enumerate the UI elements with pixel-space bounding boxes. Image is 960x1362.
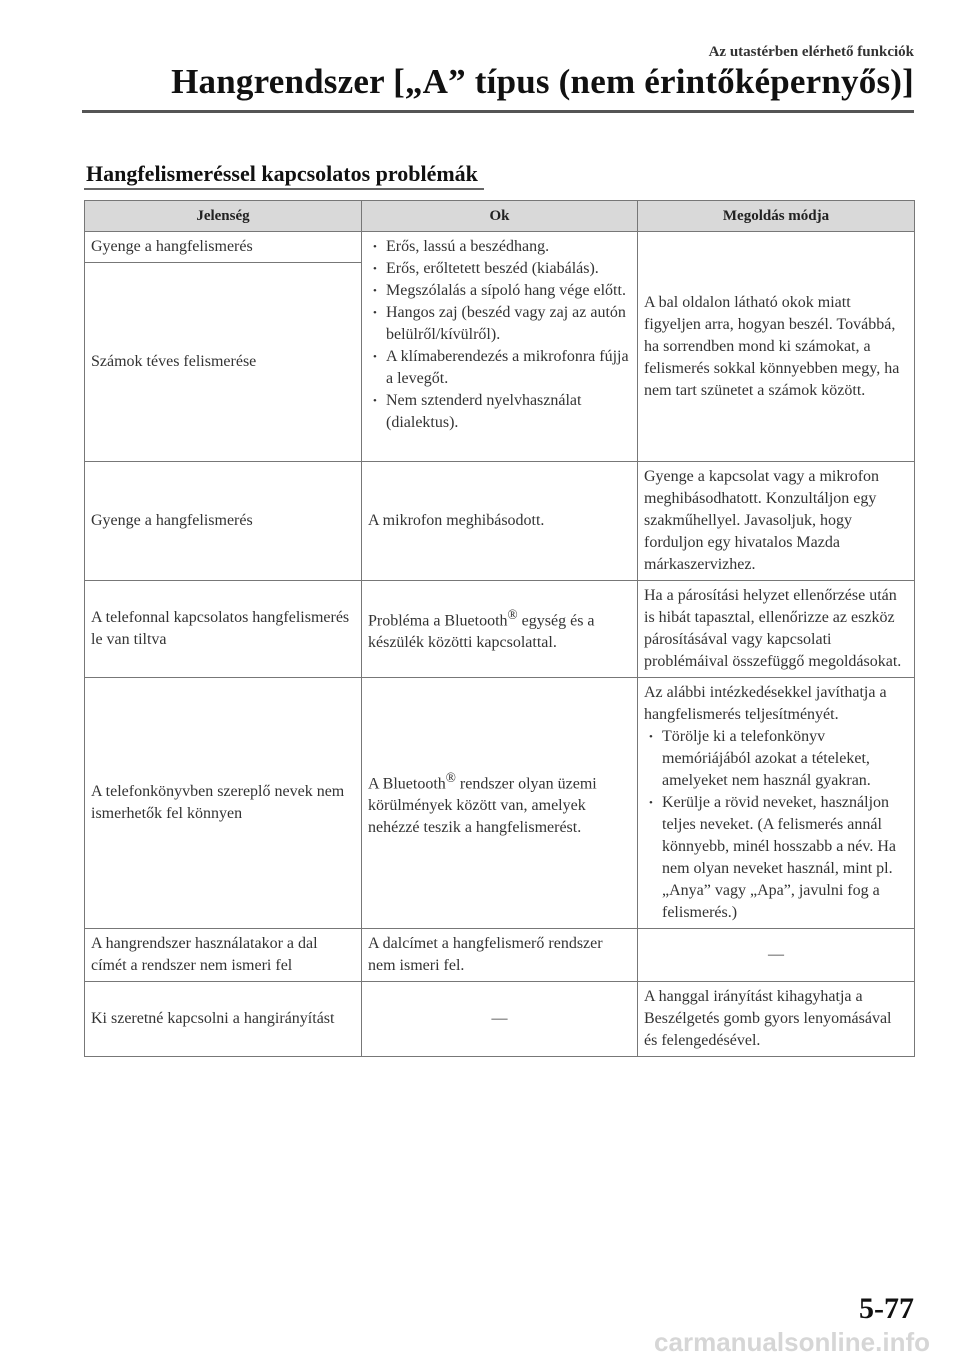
- solution-intro: Az alábbi intézkedésekkel javíthatja a hangfelismerés teljesítményét.: [644, 684, 887, 723]
- table-row: [85, 581, 915, 678]
- solution-cell: Gyenge a kapcsolat vagy a mikrofon meghibásodhatott. Konzultáljon egy szakműhellyel. Javasoljuk, hogy forduljon egy hivatalos Mazda márkaszervizhez.: [638, 462, 915, 581]
- symptom-cell: A hangrendszer használatakor a dal címét a rendszer nem ismeri fel: [85, 929, 362, 982]
- symptom-cell: A telefonkönyvben szereplő nevek nem ismerhetők fel könnyen: [85, 678, 362, 929]
- table-row: [85, 462, 915, 581]
- cause-list: [368, 236, 631, 434]
- registered-mark: ®: [445, 769, 456, 785]
- solution-cell: Ha a párosítási helyzet ellenőrzése után is hibát tapasztal, ellenőrizze az eszköz párosításával vagy kapcsolati problémáival összefüggő megoldásokat.: [638, 581, 915, 678]
- table-row: [85, 929, 915, 982]
- cause-text: A Bluetooth: [368, 775, 446, 793]
- column-header-solution: Megoldás módja: [638, 201, 915, 232]
- page-number: 5-77: [859, 1292, 914, 1325]
- list-item: • Kerülje a rövid neveket, használjon teljes neveket. (A felismerés annál könnyebb, minél hosszabb a név. Ha nem olyan neveket használ, mint pl. „Anya” vagy „Apa”, javulni fog a felismerés.): [644, 792, 908, 924]
- column-header-symptom: Jelenség: [85, 201, 362, 232]
- symptom-cell: Ki szeretné kapcsolni a hangirányítást: [85, 982, 362, 1057]
- list-item: • A klímaberendezés a mikrofonra fújja a levegőt.: [368, 346, 631, 390]
- table-header-row: [85, 201, 915, 232]
- cause-text: egység és a készülék közötti kapcsolattal.: [368, 612, 595, 652]
- list-item: • Erős, erőltetett beszéd (kiabálás).: [368, 258, 631, 280]
- cause-text: rendszer olyan üzemi körülmények között van, amelyek nehézzé teszik a hangfelismerést.: [368, 775, 597, 837]
- cause-cell: [362, 581, 638, 678]
- table-row: [85, 232, 915, 263]
- list-item: • Erős, lassú a beszédhang.: [368, 236, 631, 258]
- cause-cell: A dalcímet a hangfelismerő rendszer nem ismeri fel.: [362, 929, 638, 982]
- symptom-cell: Gyenge a hangfelismerés: [85, 462, 362, 581]
- troubleshooting-table: [84, 200, 915, 1057]
- chapter-subtitle: Az utastérben elérhető funkciók: [708, 44, 914, 60]
- list-item: • Megszólalás a sípoló hang vége előtt.: [368, 280, 631, 302]
- column-header-cause: Ok: [362, 201, 638, 232]
- section-underline: [84, 188, 484, 190]
- symptom-cell: Számok téves felismerése: [85, 263, 362, 462]
- list-item: • Nem sztenderd nyelvhasználat (dialektus).: [368, 390, 631, 434]
- solution-cell: A hanggal irányítást kihagyhatja a Beszélgetés gomb gyors lenyomásával és felengedésével.: [638, 982, 915, 1057]
- cause-cell: —: [362, 982, 638, 1057]
- symptom-cell: A telefonnal kapcsolatos hangfelismerés le van tiltva: [85, 581, 362, 678]
- solution-cell: [638, 678, 915, 929]
- solution-cell: A bal oldalon látható okok miatt figyeljen arra, hogyan beszél. Továbbá, ha sorrendben mond ki számokat, a felismerés sokkal könnyebben megy, ha nem tart szünetet a számok között.: [638, 232, 915, 462]
- section-title: Hangfelismeréssel kapcsolatos problémák: [86, 161, 478, 186]
- solution-cell: —: [638, 929, 915, 982]
- registered-mark: ®: [507, 606, 518, 622]
- table-row: [85, 982, 915, 1057]
- list-item: • Törölje ki a telefonkönyv memóriájából azokat a tételeket, amelyeket nem használ gyakran.: [644, 726, 908, 792]
- list-item: • Hangos zaj (beszéd vagy zaj az autón belülről/kívülről).: [368, 302, 631, 346]
- cause-text: Probléma a Bluetooth: [368, 612, 508, 630]
- header-divider: [82, 110, 914, 113]
- solution-list: [644, 726, 908, 924]
- cause-cell: [362, 678, 638, 929]
- page-title: Hangrendszer [„A” típus (nem érintőképernyős)]: [171, 62, 914, 101]
- cause-cell: [362, 232, 638, 462]
- watermark: carmanualsonline.info: [654, 1327, 930, 1357]
- table-row: [85, 678, 915, 929]
- symptom-cell: Gyenge a hangfelismerés: [85, 232, 362, 263]
- cause-cell: A mikrofon meghibásodott.: [362, 462, 638, 581]
